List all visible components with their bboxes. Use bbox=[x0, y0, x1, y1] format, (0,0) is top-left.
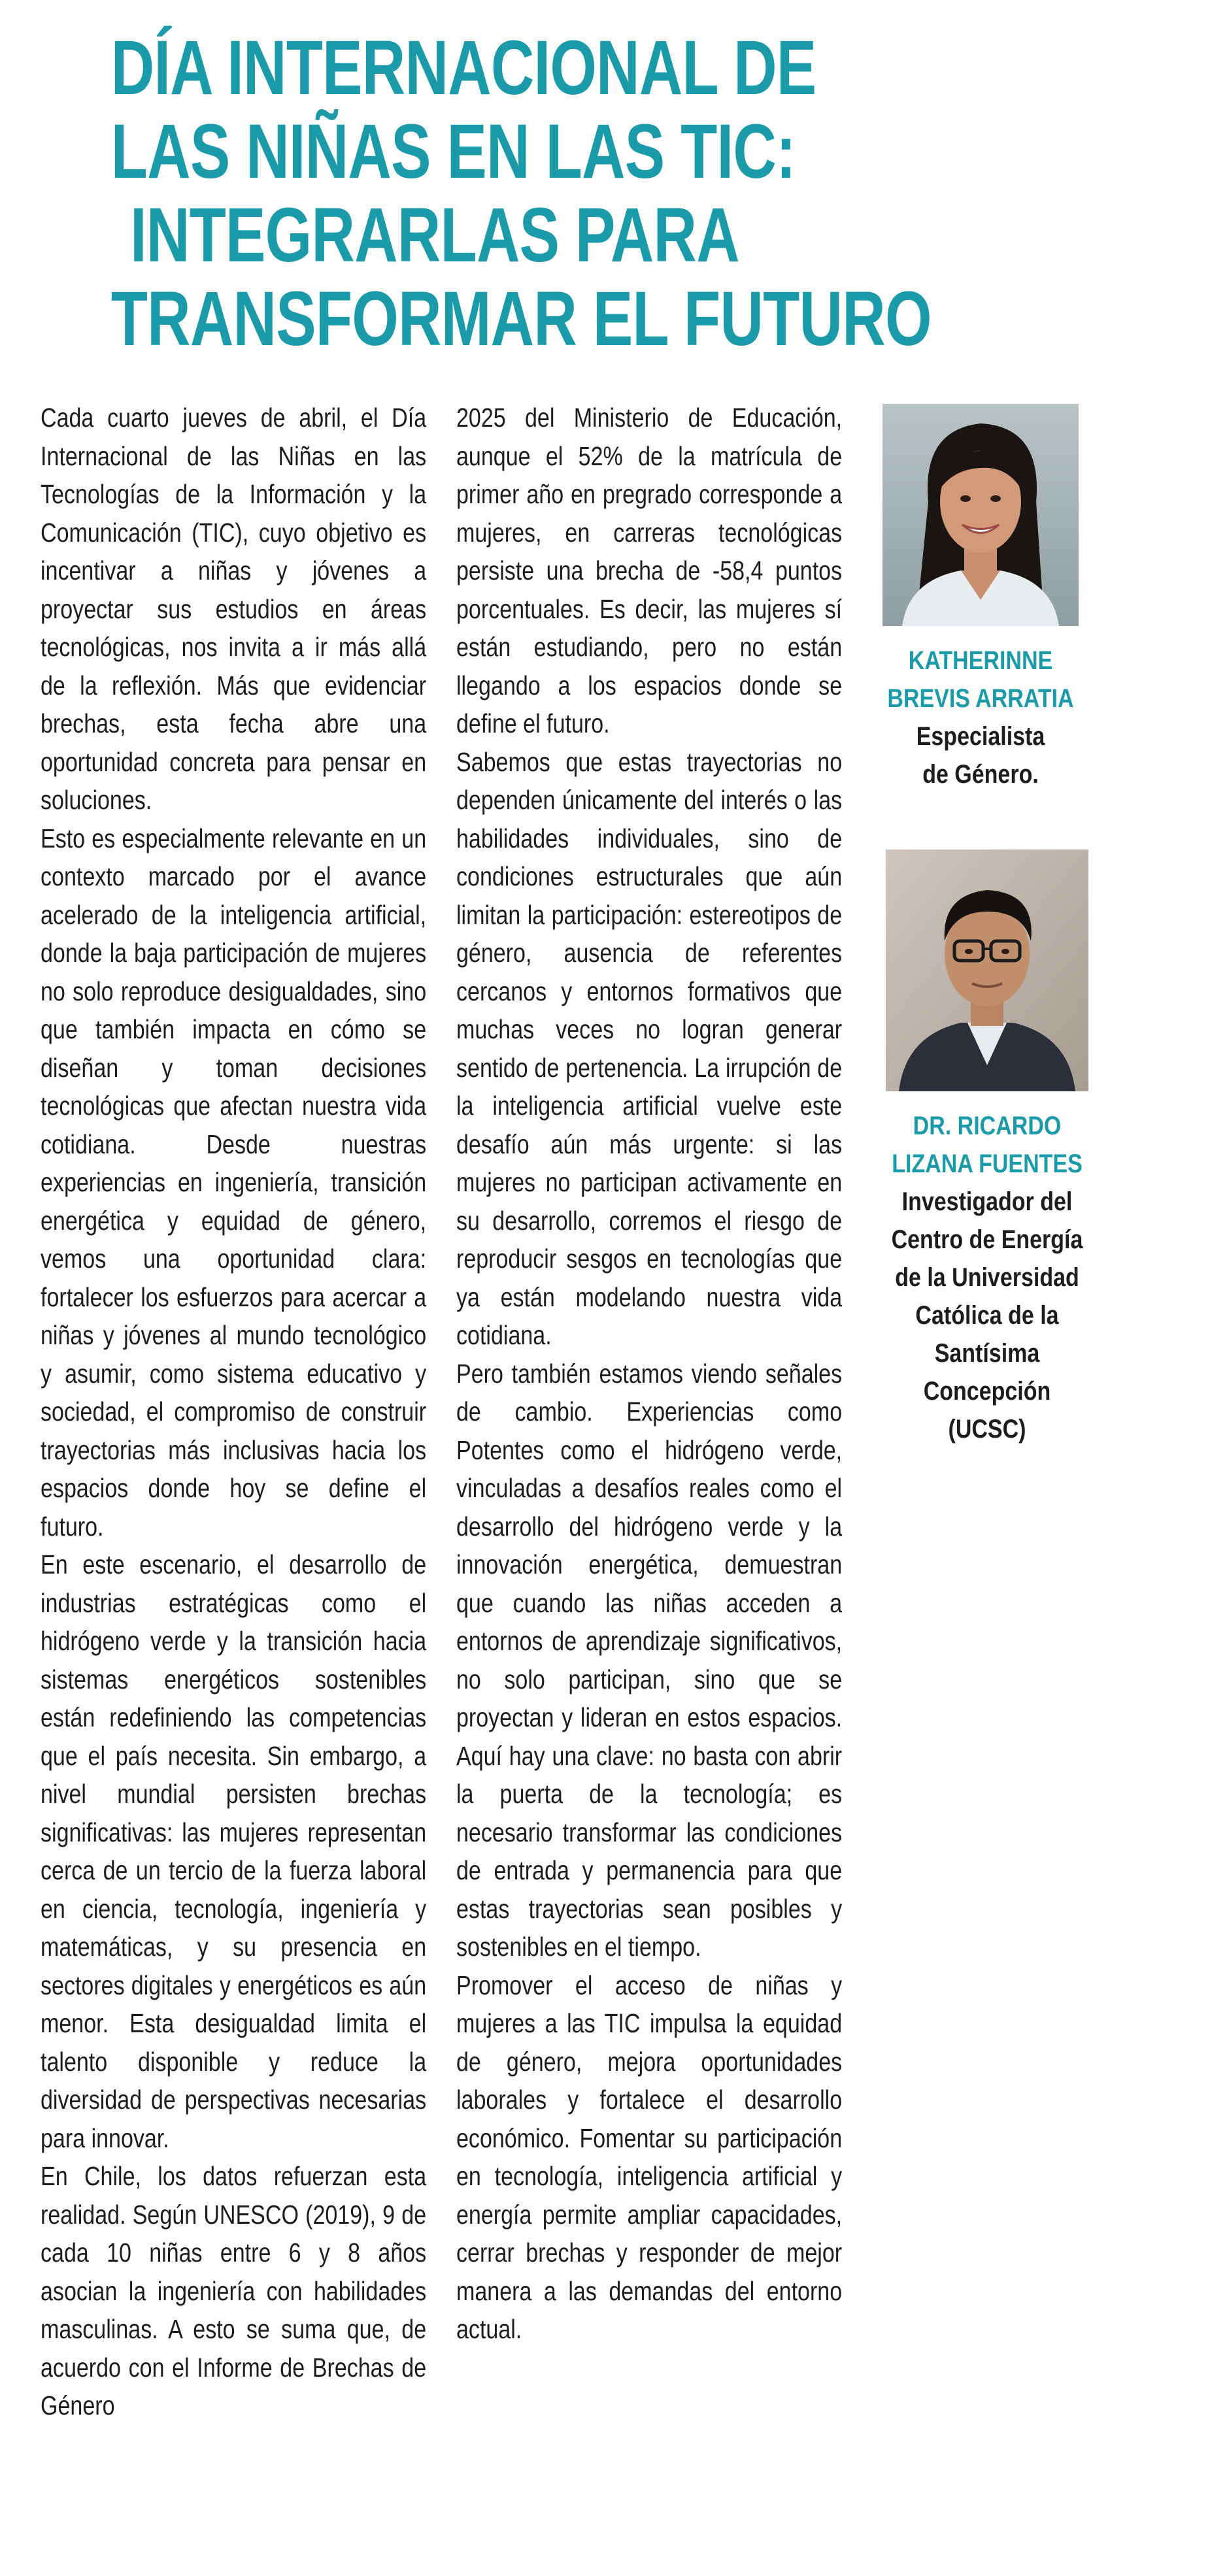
paragraph: Pero también estamos viendo señales de cambio. Experiencias como Potentes como el hidrógeno verde, vinculadas a desafíos reales como el desarrollo del hidrógeno verde y la innovación energética, demuestran que cuando las niñas acceden a entornos de aprendizaje significativos, no solo participan, sino que se proyectan y lideran en estos espacios. Aquí hay una clave: no basta con abrir la puerta de la tecnología; es necesario transformar las condiciones de entrada y permanencia para que estas trayectorias sean posibles y sostenibles en el tiempo. bbox=[456, 1358, 843, 1962]
paragraph: En Chile, los datos refuerzan esta realidad. Según UNESCO (2019), 9 de cada 10 niñas entre 6 y 8 años asocian la ingeniería con habilidades masculinas. A esto se suma que, de acuerdo con el Informe de Brechas de Género bbox=[41, 2161, 427, 2420]
author-role-line: (UCSC) bbox=[948, 1415, 1026, 1444]
author-role-line: de Género. bbox=[922, 760, 1039, 789]
author-card-lizana bbox=[869, 850, 1105, 1448]
headline bbox=[110, 25, 932, 362]
paragraph: Sabemos que estas trayectorias no dependen únicamente del interés o las habilidades individuales, sino de condiciones estructurales que aún limitan la participación: estereotipos de género, ausencia de referentes cercanos y entornos formativos que muchas veces no logran generar sentido de pertenencia. La irrupción de la inteligencia artificial vuelve este desafío aún más urgente: si las mujeres no participan activamente en su desarrollo, corremos el riesgo de reproducir sesgos en tecnologías que ya están modelando nuestra vida cotidiana. bbox=[456, 746, 843, 1350]
author-name bbox=[863, 642, 1098, 718]
author-role-line: Centro de Energía bbox=[891, 1225, 1083, 1254]
headline-line: INTEGRARLAS PARA bbox=[130, 192, 739, 278]
article-column-2 bbox=[456, 399, 842, 2349]
author-role-line: de la Universidad bbox=[895, 1263, 1079, 1292]
author-photo-lizana bbox=[886, 850, 1088, 1091]
paragraph: Esto es especialmente relevante en un contexto marcado por el avance acelerado de la inteligencia artificial, donde la baja participación de mujeres no solo reproduce desigualdades, sino que también impacta en cómo se diseñan y toman decisiones tecnológicas que afectan nuestra vida cotidiana. Desde nuestras experiencias en ingeniería, transición energética y equidad de género, vemos una oportunidad clara: fortalecer los esfuerzos para acercar a niñas y jóvenes al mundo tecnológico y asumir, como sistema educativo y sociedad, el compromiso de construir trayectorias más inclusivas hacia los espacios donde hoy se define el futuro. bbox=[41, 823, 427, 1542]
author-role-line: Católica de la bbox=[915, 1301, 1059, 1330]
paragraph: 2025 del Ministerio de Educación, aunque el 52% de la matrícula de primer año en pregrado corresponde a mujeres, en carreras tecnológicas persiste una brecha de -58,4 puntos porcentuales. Es decir, las mujeres sí están estudiando, pero no están llegando a los espacios donde se define el futuro. bbox=[456, 403, 843, 738]
author-name-line: DR. RICARDO bbox=[913, 1112, 1062, 1140]
paragraph: Promover el acceso de niñas y mujeres a las TIC impulsa la equidad de género, mejora oportunidades laborales y fortalece el desarrollo económico. Fomentar su participación en tecnología, inteligencia artificial y energía permite ampliar capacidades, cerrar brechas y responder de mejor manera a las demandas del entorno actual. bbox=[456, 1970, 843, 2344]
author-photo-brevis bbox=[882, 404, 1079, 626]
article-column-1 bbox=[41, 399, 426, 2425]
paragraph: En este escenario, el desarrollo de industrias estratégicas como el hidrógeno verde y la transición hacia sistemas energéticos sostenibles están redefiniendo las competencias que el país necesita. Sin embargo, a nivel mundial persisten brechas significativas: las mujeres representan cerca de un tercio de la fuerza laboral en ciencia, tecnología, ingeniería y matemáticas, y su presencia en sectores digitales y energéticos es aún menor. Esta desigualdad limita el talento disponible y reduce la diversidad de perspectivas necesarias para innovar. bbox=[41, 1549, 427, 2153]
headline-line: LAS NIÑAS EN LAS TIC: bbox=[110, 108, 796, 195]
author-card-brevis bbox=[863, 404, 1098, 793]
headline-line: TRANSFORMAR EL FUTURO bbox=[110, 276, 932, 362]
author-role-line: Concepción bbox=[923, 1377, 1051, 1406]
paragraph: Cada cuarto jueves de abril, el Día Internacional de las Niñas en las Tecnologías de la Información y la Comunicación (TIC), cuyo objetivo es incentivar a niñas y jóvenes a proyectar sus estudios en áreas tecnológicas, nos invita a ir más allá de la reflexión. Más que evidenciar brechas, esta fecha abre una oportunidad concreta para pensar en soluciones. bbox=[41, 403, 427, 815]
author-name-line: BREVIS ARRATIA bbox=[887, 684, 1074, 713]
author-name-line: LIZANA FUENTES bbox=[892, 1149, 1083, 1178]
author-role-line: Santísima bbox=[934, 1339, 1040, 1368]
author-role-line: Especialista bbox=[916, 722, 1045, 751]
author-role-line: Investigador del bbox=[901, 1187, 1073, 1216]
headline-line: DÍA INTERNACIONAL DE bbox=[110, 25, 816, 111]
author-name-line: KATHERINNE bbox=[908, 646, 1053, 675]
author-role bbox=[869, 1183, 1105, 1448]
author-name bbox=[869, 1107, 1105, 1183]
author-role bbox=[863, 718, 1098, 793]
